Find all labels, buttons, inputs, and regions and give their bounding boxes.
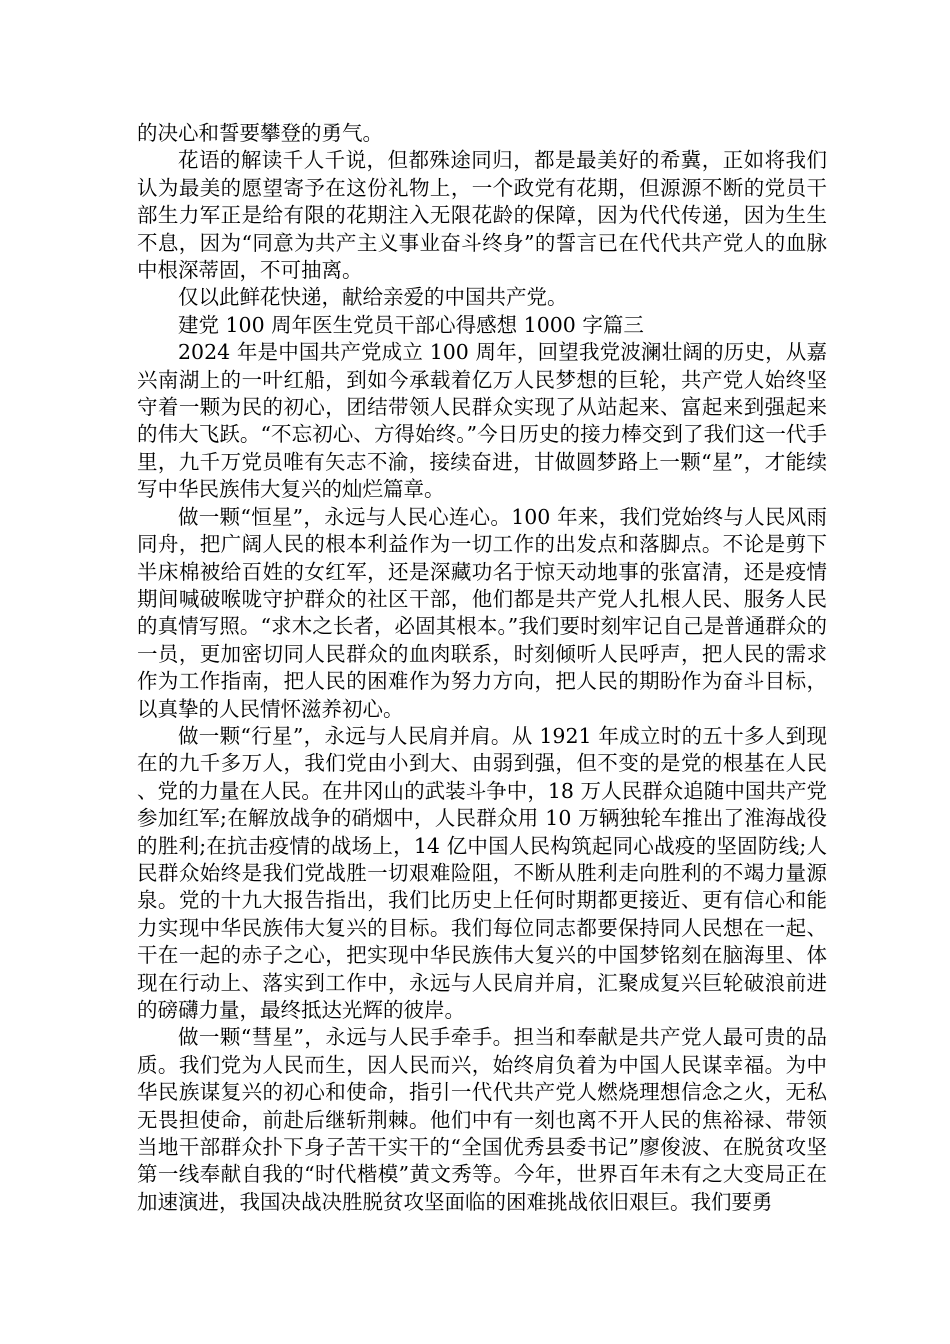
paragraph: 做一颗“彗星”，永远与人民手牵手。担当和奉献是共产党人最可贵的品质。我们党为人民而生，因人民而兴，始终肩负着为中国人民谋幸福。为中华民族谋复兴的初心和使命，指引一代代共产党人燃烧理想信念之火，无私无畏担使命，前赴后继斩荆棘。他们中有一刻也离不开人民的焦裕禄、带领当地干部群众扑下身子苦干实干的“全国优秀县委书记”廖俊波、在脱贫攻坚第一线奉献自我的“时代楷模”黄文秀等。今年，世界百年未有之大变局正在加速演进，我国决战决胜脱贫攻坚面临的困难挑战依旧艰巨。我们要勇 [137, 1025, 827, 1214]
paragraph: 花语的解读千人千说，但都殊途同归，都是最美好的希冀，正如将我们认为最美的愿望寄予在这份礼物上，一个政党有花期，但源源不断的党员干部生力军正是给有限的花期注入无限花龄的保障，因为代代传递，因为生生不息，因为“同意为共产主义事业奋斗终身”的誓言已在代代共产党人的血脉中根深蒂固，不可抽离。 [137, 148, 827, 283]
paragraph: 的决心和誓要攀登的勇气。 [137, 121, 383, 145]
section-heading: 建党 100 周年医生党员干部心得感想 1000 字篇三 [178, 312, 644, 337]
paragraph: 做一颗“恒星”，永远与人民心连心。100 年来，我们党始终与人民风雨同舟，把广阔人民的根本利益作为一切工作的出发点和落脚点。不论是剪下半床棉被给百姓的女红军，还是深藏功名于惊天动地事的张富清，还是疫情期间喊破喉咙守护群众的社区干部，他们都是共产党人扎根人民、服务人民的真情写照。“求木之长者，必固其根本。”我们要时刻牢记自己是普通群众的一员，更加密切同人民群众的血肉联系，时刻倾听人民呼声，把人民的需求作为工作指南，把人民的困难作为努力方向，把人民的期盼作为奋斗目标，以真挚的人民情怀滋养初心。 [137, 504, 827, 721]
document-body [137, 120, 827, 1216]
paragraph: 2024 年是中国共产党成立 100 周年，回望我党波澜壮阔的历史，从嘉兴南湖上的一叶红船，到如今承载着亿万人民梦想的巨轮，共产党人始终坚守着一颗为民的初心，团结带领人民群众实现了从站起来、富起来到强起来的伟大飞跃。“不忘初心、方得始终。”今日历史的接力棒交到了我们这一代手里，九千万党员唯有矢志不渝，接续奋进，甘做圆梦路上一颗“星”，才能续写中华民族伟大复兴的灿烂篇章。 [137, 340, 827, 502]
paragraph: 仅以此鲜花快递，献给亲爱的中国共产党。 [178, 285, 568, 310]
paragraph: 做一颗“行星”，永远与人民肩并肩。从 1921 年成立时的五十多人到现在的九千多万人，我们党由小到大、由弱到强，但不变的是党的根基在人民、党的力量在人民。在井冈山的武装斗争中，18 万人民群众追随中国共产党参加红军;在解放战争的硝烟中，人民群众用 10 万辆独轮车推出了淮海战役的胜利;在抗击疫情的战场上，14 亿中国人民构筑起同心战疫的坚固防线;人民群众始终是我们党战胜一切艰难险阻，不断从胜利走向胜利的不竭力量源泉。党的十九大报告指出，我们比历史上任何时期都更接近、更有信心和能力实现中华民族伟大复兴的目标。我们每位同志都要保持同人民想在一起、干在一起的赤子之心，把实现中华民族伟大复兴的中国梦铭刻在脑海里、体现在行动上、落实到工作中，永远与人民肩并肩，汇聚成复兴巨轮破浪前进的磅礴力量，最终抵达光辉的彼岸。 [137, 723, 827, 1022]
